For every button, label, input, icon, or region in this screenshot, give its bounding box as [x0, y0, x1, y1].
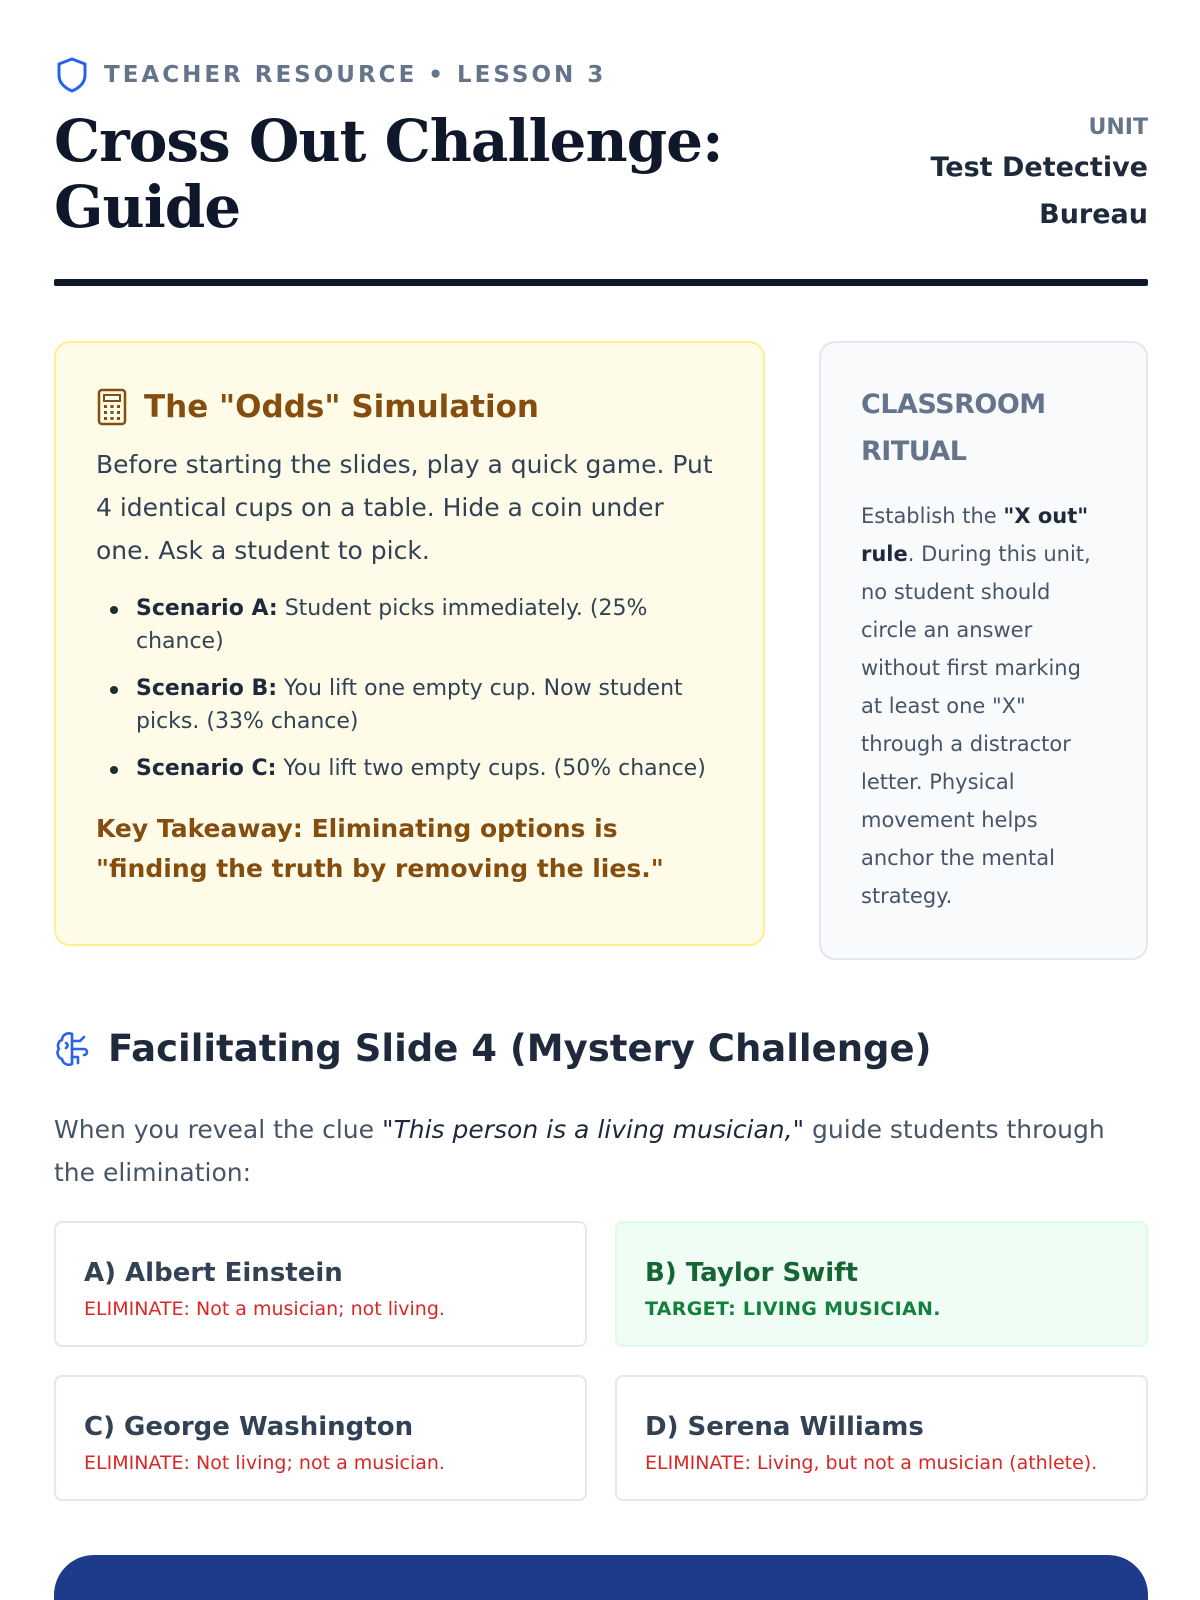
- slide4-title: Facilitating Slide 4 (Mystery Challenge): [108, 1027, 932, 1070]
- choice-note: ELIMINATE: Living, but not a musician (athlete).: [645, 1452, 1098, 1474]
- choice-name: D) Serena Williams: [645, 1412, 924, 1442]
- choice-note: ELIMINATE: Not living; not a musician.: [84, 1452, 445, 1474]
- ritual-text: [861, 497, 1106, 915]
- answer-choice-c: [54, 1375, 587, 1501]
- odds-intro: Before starting the slides, play a quick game. Put 4 identical cups on a table. Hide a coin under one. Ask a student to pick.: [96, 450, 713, 565]
- page-title: Cross Out Challenge: Guide: [54, 107, 723, 241]
- eyebrow-text: TEACHER RESOURCE • LESSON 3: [104, 62, 607, 88]
- scenario-label: Scenario B:: [136, 676, 278, 701]
- brain-icon: [54, 1029, 94, 1069]
- clue-quote: "This person is a living musician,": [381, 1115, 805, 1144]
- scenario-list: [96, 592, 723, 785]
- unit-name: Test Detective Bureau: [930, 152, 1148, 230]
- scenario-label: Scenario C:: [136, 756, 277, 781]
- scenario-text: You lift one empty cup. Now student picks. (33% chance): [136, 676, 683, 734]
- classroom-ritual-card: [819, 341, 1148, 960]
- scenario-text: Student picks immediately. (25% chance): [136, 596, 648, 654]
- slide4-header: [54, 1027, 932, 1070]
- key-takeaway: Key Takeaway: Eliminating options is "finding the truth by removing the lies.": [96, 814, 664, 883]
- header-divider: [54, 279, 1148, 286]
- shield-icon: [54, 56, 90, 94]
- odds-title: The "Odds" Simulation: [144, 389, 539, 425]
- calculator-icon: [96, 387, 128, 427]
- slide4-intro: [54, 1108, 1148, 1194]
- list-item: [96, 592, 723, 658]
- ritual-title: CLASSROOM RITUAL: [861, 389, 1046, 467]
- odds-simulation-card: [54, 341, 765, 946]
- choice-name: C) George Washington: [84, 1412, 414, 1442]
- eyebrow: [54, 56, 606, 94]
- unit-block: [918, 112, 1148, 238]
- ritual-text-start: Establish the: [861, 504, 1004, 528]
- ritual-rule: "X out" rule: [861, 504, 1089, 566]
- choice-name: B) Taylor Swift: [645, 1258, 858, 1288]
- scenario-text: You lift two empty cups. (50% chance): [276, 756, 706, 781]
- choice-name: A) Albert Einstein: [84, 1258, 343, 1288]
- list-item: [96, 672, 723, 738]
- ritual-text-end: . During this unit, no student should circle an answer without first marking at least one "X" through a distractor letter. Physical movement helps anchor the mental strategy.: [861, 542, 1091, 908]
- answer-choice-d: [615, 1375, 1148, 1501]
- scenario-label: Scenario A:: [136, 596, 278, 621]
- choice-note: ELIMINATE: Not a musician; not living.: [84, 1298, 445, 1320]
- slide4-intro-end: guide students through the elimination:: [54, 1115, 1105, 1187]
- teacher-guide-page: [54, 0, 1148, 1600]
- list-item: [96, 752, 723, 785]
- odds-header: [96, 379, 723, 435]
- footer-banner: [54, 1555, 1148, 1600]
- answer-choice-a: [54, 1221, 587, 1347]
- unit-label: UNIT: [1088, 115, 1148, 140]
- answer-choice-b: [615, 1221, 1148, 1347]
- choice-note: TARGET: LIVING MUSICIAN.: [645, 1298, 941, 1320]
- slide4-intro-start: When you reveal the clue: [54, 1115, 382, 1144]
